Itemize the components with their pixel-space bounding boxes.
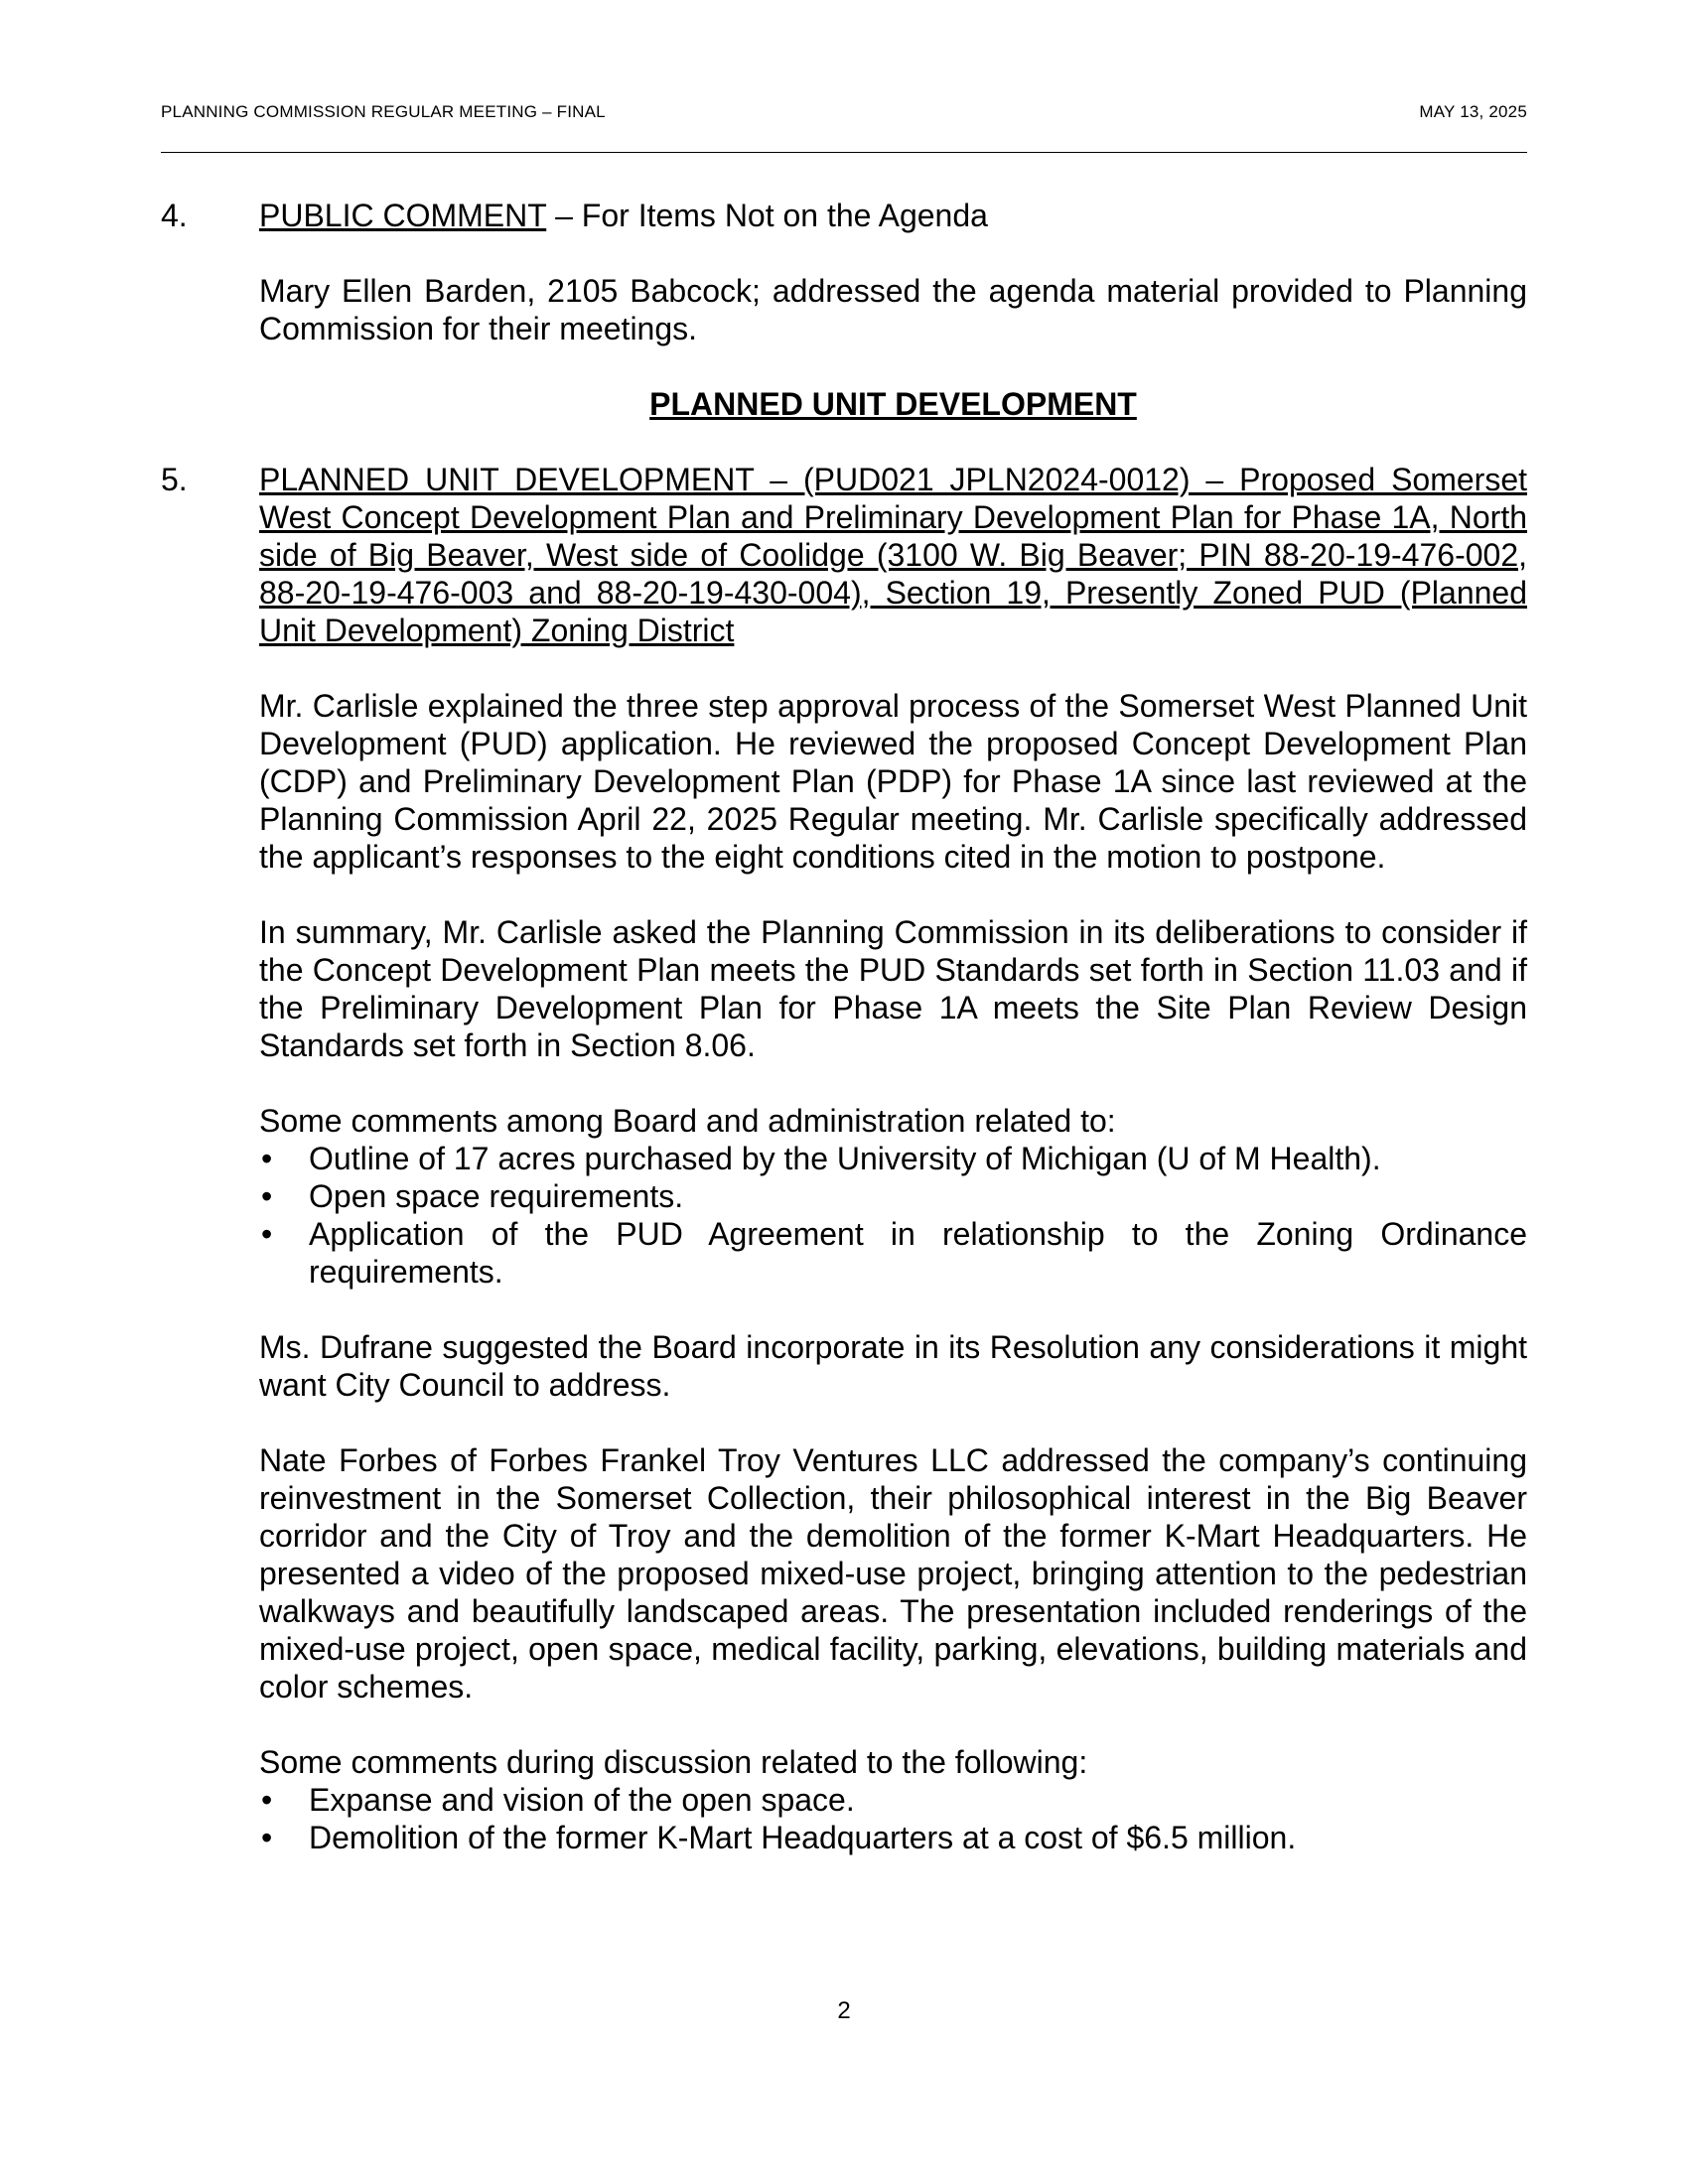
page-number: 2 <box>837 1997 851 2024</box>
item-5-paragraph-2: In summary, Mr. Carlisle asked the Planning Commission in its deliberations to consider if the Concept Development Plan meets the PUD Standards set forth in Section 11.03 and if the Preliminary Development Plan for Phase 1A meets the Site Plan Review Design Standards set forth in Section 8.06. <box>259 914 1527 1063</box>
document-body <box>161 197 1527 1856</box>
item-5-paragraph-5: Nate Forbes of Forbes Frankel Troy Ventures LLC addressed the company’s continuing reinvestment in the Somerset Collection, their philosophical interest in the Big Beaver corridor and the City of Troy and the demolition of the former K-Mart Headquarters. He presented a video of the proposed mixed-use project, bringing attention to the pedestrian walkways and beautifully landscaped areas. The presentation included renderings of the mixed-use project, open space, medical facility, parking, elevations, building materials and color schemes. <box>259 1442 1527 1705</box>
item-5-number: 5. <box>161 462 188 497</box>
item-4-title-suffix: – For Items Not on the Agenda <box>546 198 988 233</box>
bullet-icon: • <box>261 1178 273 1214</box>
list-item: • Outline of 17 acres purchased by the University of Michigan (U of M Health). <box>261 1141 1381 1176</box>
item-5-comments-intro: Some comments among Board and administration related to: <box>259 1103 1116 1139</box>
item-4-title: PUBLIC COMMENT <box>259 198 547 233</box>
item-5-discussion-intro: Some comments during discussion related to the following: <box>259 1744 1088 1780</box>
item-4-number: 4. <box>161 198 188 233</box>
list-item: • Demolition of the former K-Mart Headquarters at a cost of $6.5 million. <box>261 1820 1297 1855</box>
item-5-title: PLANNED UNIT DEVELOPMENT – (PUD021 JPLN2024-0012) – Proposed Somerset West Concept Development Plan and Preliminary Development Plan for Phase 1A, North side of Big Beaver, West side of Coolidge (3100 W. Big Beaver; PIN 88-20-19-476-002, 88-20-19-476-003 and 88-20-19-430-004), Section 19, Presently Zoned PUD (Planned Unit Development) Zoning District <box>259 462 1527 648</box>
header-meeting-title: PLANNING COMMISSION REGULAR MEETING – FINAL <box>161 102 606 121</box>
page-header <box>161 102 1527 153</box>
bullet-icon: • <box>261 1141 273 1176</box>
comments-list-1 <box>259 1140 1527 1291</box>
bullet-icon: • <box>261 1216 273 1252</box>
item-4 <box>161 197 1527 234</box>
item-5-paragraph-4: Ms. Dufrane suggested the Board incorporate in its Resolution any considerations it might want City Council to address. <box>259 1329 1527 1403</box>
bullet-icon: • <box>261 1782 273 1818</box>
item-4-heading <box>259 197 1527 234</box>
comments-list-2 <box>259 1781 1527 1856</box>
list-item: • Application of the PUD Agreement in relationship to the Zoning Ordinance requirements. <box>261 1216 1527 1290</box>
bullet-icon: • <box>261 1820 273 1855</box>
item-4-paragraph: Mary Ellen Barden, 2105 Babcock; addressed the agenda material provided to Planning Commission for their meetings. <box>259 273 1527 346</box>
list-item: • Expanse and vision of the open space. <box>261 1782 855 1818</box>
list-item: • Open space requirements. <box>261 1178 684 1214</box>
item-5-paragraph-1: Mr. Carlisle explained the three step approval process of the Somerset West Planned Unit Development (PUD) application. He reviewed the proposed Concept Development Plan (CDP) and Preliminary Development Plan (PDP) for Phase 1A since last reviewed at the Planning Commission April 22, 2025 Regular meeting. Mr. Carlisle specifically addressed the applicant’s responses to the eight conditions cited in the motion to postpone. <box>259 688 1527 875</box>
item-5 <box>161 461 1527 649</box>
header-date: MAY 13, 2025 <box>1419 102 1527 121</box>
section-heading: PLANNED UNIT DEVELOPMENT <box>649 386 1137 422</box>
